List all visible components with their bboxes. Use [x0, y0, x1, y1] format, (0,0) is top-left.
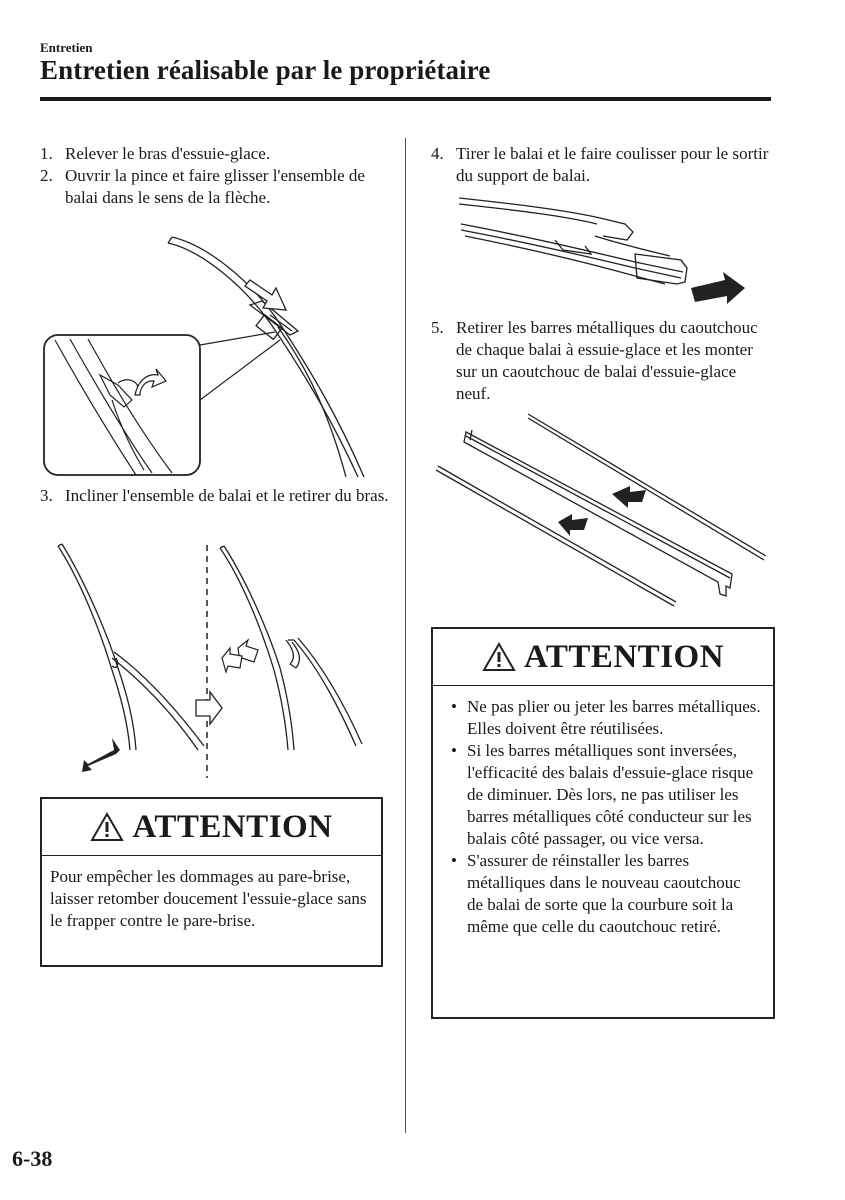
warning-triangle-icon — [482, 642, 516, 672]
title-rule — [40, 97, 771, 101]
list-item: • Si les barres métalliques sont inversées, l'efficacité des balais d'essuie-glace risque de diminuer. Dès lors, ne pas utiliser les barres métalliques côté conducteur sur les balais côté passager, ou vice versa. — [451, 741, 754, 848]
column-divider — [405, 138, 406, 1133]
step-number: 5. — [431, 318, 444, 337]
page-title: Entretien réalisable par le propriétaire — [40, 55, 491, 85]
step-number: 1. — [40, 144, 53, 163]
step-number: 4. — [431, 144, 444, 163]
attention-header — [433, 629, 773, 686]
wiper-removal-illustration — [50, 540, 380, 780]
step-number: 2. — [40, 166, 53, 185]
attention-text: Pour empêcher les dommages au pare-brise, laisser retomber doucement l'essuie-glace sans le frapper contre le pare-brise. — [50, 867, 367, 930]
step-1 — [40, 143, 380, 165]
step-5 — [431, 317, 771, 405]
list-item: • Ne pas plier ou jeter les barres métalliques. Elles doivent être réutilisées. — [451, 697, 761, 738]
attention-header — [42, 799, 381, 856]
step-number: 3. — [40, 486, 53, 505]
attention-title: ATTENTION — [523, 638, 725, 675]
attention-list — [433, 686, 773, 950]
list-item: • S'assurer de réinstaller les barres métalliques dans le nouveau caoutchouc de balai de sorte que la courbure soit la même que celle du caoutchouc retiré. — [451, 851, 741, 936]
bullet: • — [451, 741, 457, 760]
warning-triangle-icon — [90, 812, 124, 842]
wiper-clip-illustration — [40, 235, 390, 485]
step-2 — [40, 165, 380, 209]
step-text: Relever le bras d'essuie-glace. — [65, 144, 271, 163]
metal-bars-illustration — [432, 410, 772, 610]
attention-box-right — [431, 627, 775, 1019]
step-text: Retirer les barres métalliques du caoutchouc de chaque balai à essuie-glace et les monter sur un caoutchouc de balai d'essuie-glace neuf. — [456, 318, 758, 403]
bullet: • — [451, 851, 457, 870]
page-number: 6-38 — [12, 1146, 53, 1171]
section-label: Entretien — [40, 40, 93, 55]
attention-title: ATTENTION — [132, 808, 333, 845]
step-text: Tirer le balai et le faire coulisser pour le sortir du support de balai. — [456, 144, 769, 185]
step-text: Ouvrir la pince et faire glisser l'ensemble de balai dans le sens de la flèche. — [65, 166, 365, 207]
blade-slide-illustration — [455, 188, 755, 313]
step-3 — [40, 485, 390, 507]
step-text: Incliner l'ensemble de balai et le retirer du bras. — [65, 486, 389, 505]
bullet: • — [451, 697, 457, 716]
step-4 — [431, 143, 771, 187]
attention-box-left — [40, 797, 383, 967]
